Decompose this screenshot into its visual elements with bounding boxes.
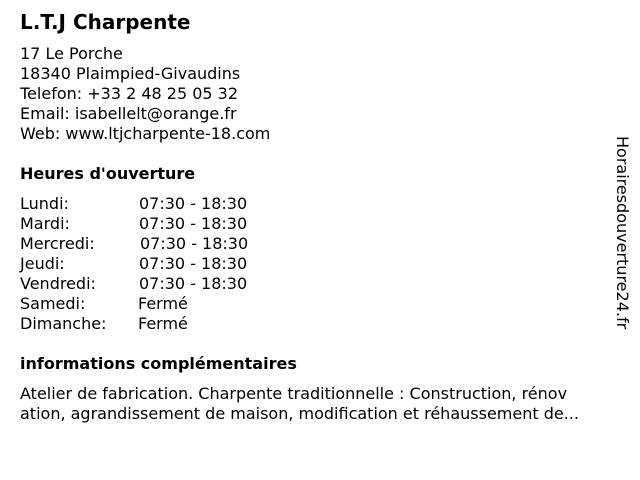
day-label: Samedi: [20, 294, 86, 313]
business-name: L.T.J Charpente [20, 10, 191, 34]
day-hours: 07:30 - 18:30 [140, 234, 249, 253]
hours-row-lundi [20, 194, 280, 214]
day-hours: 07:30 - 18:30 [139, 254, 248, 273]
address-city: 18340 Plaimpied-Givaudins [20, 64, 241, 83]
day-hours: 07:30 - 18:30 [139, 194, 248, 213]
description-line: Atelier de fabrication. Charpente traditionnelle : Construction, rénov [20, 384, 568, 403]
description-text [20, 384, 632, 424]
contact-block [20, 44, 270, 144]
day-hours: Fermé [138, 314, 188, 333]
hours-row-dimanche [20, 314, 280, 334]
day-label: Jeudi: [20, 254, 65, 273]
hours-row-jeudi [20, 254, 280, 274]
day-hours: 07:30 - 18:30 [139, 214, 248, 233]
hours-row-samedi [20, 294, 280, 314]
hours-row-vendredi [20, 274, 280, 294]
email-address: Email: isabellelt@orange.fr [20, 104, 237, 123]
day-label: Lundi: [20, 194, 69, 213]
description-line: ation, agrandissement de maison, modification et réhaussement de... [20, 404, 579, 423]
site-watermark: Horairesdouverture24.fr [613, 136, 632, 330]
day-label: Mercredi: [20, 234, 95, 253]
hours-row-mardi [20, 214, 280, 234]
day-label: Dimanche: [20, 314, 107, 333]
address-street: 17 Le Porche [20, 44, 123, 63]
phone-number: Telefon: +33 2 48 25 05 32 [20, 84, 239, 103]
hours-row-mercredi [20, 234, 280, 254]
website: Web: www.ltjcharpente-18.com [20, 124, 271, 143]
day-label: Mardi: [20, 214, 70, 233]
opening-hours-list [20, 194, 280, 334]
hours-heading: Heures d'ouverture [20, 164, 196, 183]
day-hours: Fermé [138, 294, 188, 313]
day-label: Vendredi: [20, 274, 96, 293]
day-hours: 07:30 - 18:30 [139, 274, 248, 293]
info-heading: informations complémentaires [20, 354, 297, 373]
